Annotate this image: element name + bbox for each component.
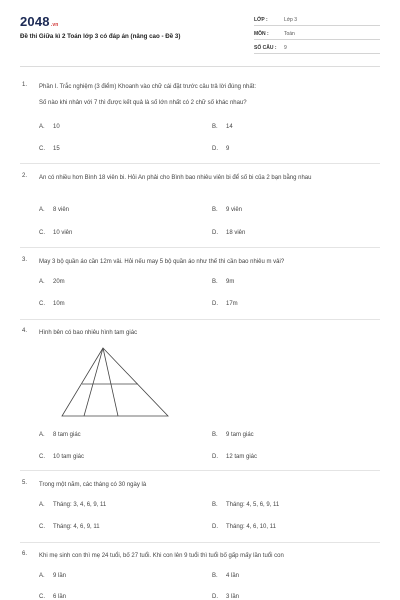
logo-suffix: .vn bbox=[50, 22, 59, 28]
divider bbox=[20, 247, 380, 248]
option-c[interactable]: C. 10m bbox=[39, 301, 65, 307]
logo-main: 2048 bbox=[20, 14, 50, 29]
question-text: May 3 bộ quần áo cần 12m vải. Hỏi nếu may 5 bộ quần áo như thế thì cần bao nhiêu m vải? bbox=[39, 259, 285, 265]
exam-title: Đề thi Giữa kì 2 Toán lớp 3 có đáp án (nâng cao - Đề 3) bbox=[20, 33, 181, 40]
option-c[interactable]: C. 10 tam giác bbox=[39, 454, 85, 460]
option-c[interactable]: C. Tháng: 4, 6, 9, 11 bbox=[39, 524, 100, 530]
option-a[interactable]: A. 9 lần bbox=[39, 573, 67, 579]
meta-class-value: Lớp 3 bbox=[284, 17, 298, 23]
option-b[interactable]: B. 9 viên bbox=[212, 207, 243, 213]
meta-class-row bbox=[254, 14, 380, 26]
meta-count-value: 9 bbox=[284, 45, 287, 51]
option-d[interactable]: D. 17m bbox=[212, 301, 238, 307]
option-d[interactable]: D. 12 tam giác bbox=[212, 454, 258, 460]
divider bbox=[20, 163, 380, 164]
divider bbox=[20, 319, 380, 320]
meta-class-key: LỚP : bbox=[254, 17, 268, 23]
option-b[interactable]: B. 9 tam giác bbox=[212, 432, 254, 438]
option-a[interactable]: A. Tháng: 3, 4, 6, 9, 11 bbox=[39, 502, 107, 508]
question-text: Hình bên có bao nhiêu hình tam giác bbox=[39, 330, 138, 336]
option-d[interactable]: D. 3 lần bbox=[212, 594, 240, 600]
triangle-figure bbox=[60, 346, 172, 420]
option-a[interactable]: A. 8 tam giác bbox=[39, 432, 81, 438]
meta-subject-value: Toán bbox=[284, 31, 295, 37]
question-number: 6. bbox=[22, 551, 28, 557]
meta-count-key: SỐ CÂU : bbox=[254, 45, 277, 51]
outer-triangle bbox=[62, 348, 168, 416]
option-a[interactable]: A. 8 viên bbox=[39, 207, 70, 213]
option-d[interactable]: D. 18 viên bbox=[212, 230, 246, 236]
question-number: 2. bbox=[22, 173, 28, 179]
meta-subject-key: MÔN : bbox=[254, 31, 269, 37]
option-b[interactable]: B. 9m bbox=[212, 279, 235, 285]
question-text: An có nhiều hơn Bình 18 viên bi. Hỏi An phải cho Bình bao nhiêu viên bi để số bi của 2 bạn bằng nhau bbox=[39, 175, 312, 181]
option-c[interactable]: C. 15 bbox=[39, 146, 60, 152]
question-number: 5. bbox=[22, 480, 28, 486]
divider bbox=[20, 542, 380, 543]
question-subtext: Số nào khi nhân với 7 thì được kết quả là số lớn nhất có 2 chữ số khác nhau? bbox=[39, 100, 247, 106]
option-b[interactable]: B. 4 lần bbox=[212, 573, 240, 579]
option-a[interactable]: A. 10 bbox=[39, 124, 60, 130]
inner-line-right bbox=[103, 348, 118, 416]
question-number: 3. bbox=[22, 257, 28, 263]
option-c[interactable]: C. 10 viên bbox=[39, 230, 73, 236]
divider bbox=[20, 470, 380, 471]
option-b[interactable]: B. 14 bbox=[212, 124, 233, 130]
option-d[interactable]: D. 9 bbox=[212, 146, 230, 152]
meta-subject-row bbox=[254, 28, 380, 40]
site-logo[interactable] bbox=[20, 14, 59, 29]
option-d[interactable]: D. Tháng: 4, 6, 10, 11 bbox=[212, 524, 276, 530]
inner-line-left bbox=[84, 348, 103, 416]
option-a[interactable]: A. 20m bbox=[39, 279, 65, 285]
question-text: Trong một năm, các tháng có 30 ngày là bbox=[39, 482, 147, 488]
question-text: Phần I. Trắc nghiệm (3 điểm) Khoanh vào chữ cái đặt trước câu trả lời đúng nhất: bbox=[39, 84, 257, 90]
header-divider bbox=[20, 66, 380, 67]
meta-count-row bbox=[254, 42, 380, 54]
option-b[interactable]: B. Tháng: 4, 5, 6, 9, 11 bbox=[212, 502, 280, 508]
page-header bbox=[0, 0, 400, 62]
option-c[interactable]: C. 6 lần bbox=[39, 594, 67, 600]
question-number: 4. bbox=[22, 328, 28, 334]
question-number: 1. bbox=[22, 82, 28, 88]
question-text: Khi mẹ sinh con thì mẹ 24 tuổi, bố 27 tuổi. Khi con lên 9 tuổi thì tuổi bố gấp mấy lần tuổi con bbox=[39, 553, 284, 559]
